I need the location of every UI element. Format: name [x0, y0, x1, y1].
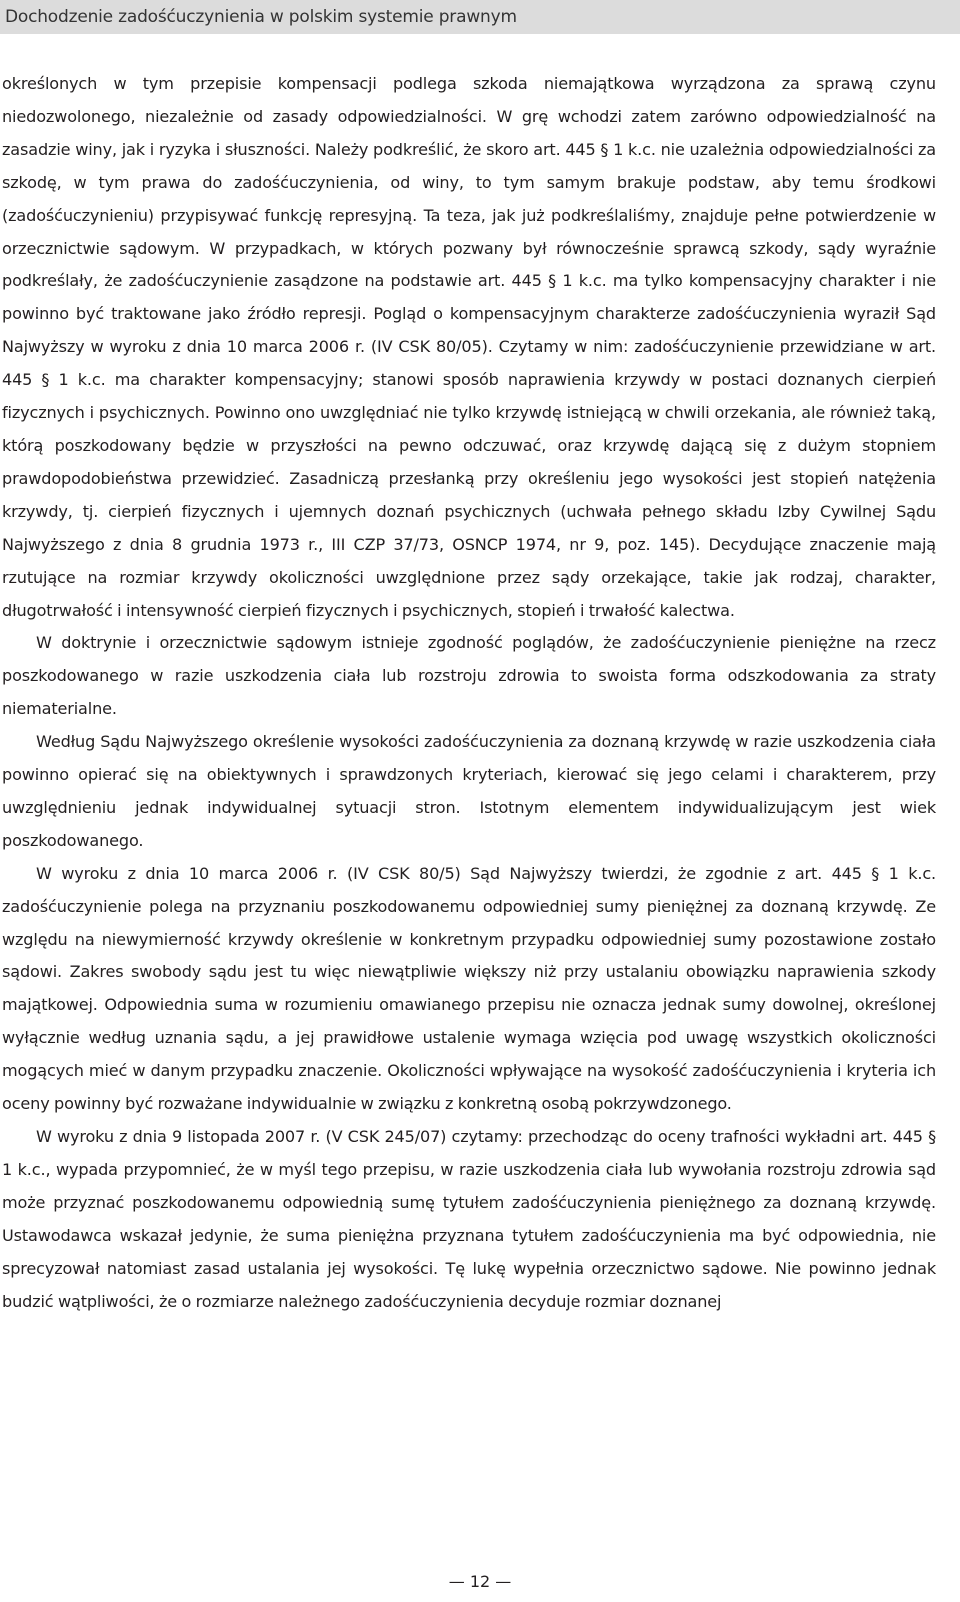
- page-number: — 12 —: [448, 1572, 512, 1591]
- paragraph: Według Sądu Najwyższego określenie wysokości zadośćuczynienia za doznaną krzywdę w razie uszkodzenia ciała powinno opierać się na obiektywnych i sprawdzonych kryteriach, kierować się jego celami i charakterem, przy uwzględnieniu jednak indywidualnej sytuacji stron. Istotnym elementem indywidualizującym jest wiek poszkodowanego.: [2, 732, 936, 850]
- paragraph: W wyroku z dnia 10 marca 2006 r. (IV CSK 80/5) Sąd Najwyższy twierdzi, że zgodnie z art. 445 § 1 k.c. zadośćuczynienie polega na przyznaniu poszkodowanemu odpowiedniej sumy pieniężnej za doznaną krzywdę. Ze względu na niewymierność krzywdy określenie w konkretnym przypadku odpowiedniej sumy pozostawione zostało sądowi. Zakres swobody sądu jest tu więc niewątpliwie większy niż przy ustalaniu obowiązku naprawienia szkody majątkowej. Odpowiednia suma w rozumieniu omawianego przepisu nie oznacza jednak sumy dowolnej, określonej wyłącznie według uznania sądu, a jej prawidłowe ustalenie wymaga wzięcia pod uwagę wszystkich okoliczności mogących mieć w danym przypadku znaczenie. Okoliczności wpływające na wysokość zadośćuczynienia i kryteria ich oceny powinny być rozważane indywidualnie w związku z konkretną osobą pokrzywdzonego.: [2, 863, 936, 1114]
- body-text: [2, 68, 936, 1318]
- paragraph: określonych w tym przepisie kompensacji podlega szkoda niemajątkowa wyrządzona za sprawą czynu niedozwolonego, niezależnie od zasady odpowiedzialności. W grę wchodzi zatem zarówno odpowiedzialność na zasadzie winy, jak i ryzyka i słuszności. Należy podkreślić, że skoro art. 445 § 1 k.c. nie uzależnia odpowiedzialności za szkodę, w tym prawa do zadośćuczynienia, od winy, to tym samym brakuje podstaw, aby temu środkowi (zadośćuczynieniu) przypisywać funkcję represyjną. Ta teza, jak już podkreślaliśmy, znajduje pełne potwierdzenie w orzecznictwie sądowym. W przypadkach, w których pozwany był równocześnie sprawcą szkody, sądy wyraźnie podkreślały, że zadośćuczynienie zasądzone na podstawie art. 445 § 1 k.c. ma tylko kompensacyjny charakter i nie powinno być traktowane jako źródło represji. Pogląd o kompensacyjnym charakterze zadośćuczynienia wyraził Sąd Najwyższy w wyroku z dnia 10 marca 2006 r. (IV CSK 80/05). Czytamy w nim: zadośćuczynienie przewidziane w art. 445 § 1 k.c. ma charakter kompensacyjny; stanowi sposób naprawienia krzywdy w postaci doznanych cierpień fizycznych i psychicznych. Powinno ono uwzględniać nie tylko krzywdę istniejącą w chwili orzekania, ale również taką, którą poszkodowany będzie w przyszłości na pewno odczuwać, oraz krzywdę dającą się z dużym stopniem prawdopodobieństwa przewidzieć. Zasadniczą przesłanką przy określeniu jego wysokości jest stopień natężenia krzywdy, tj. cierpień fizycznych i ujemnych doznań psychicznych (uchwała pełnego składu Izby Cywilnej Sądu Najwyższego z dnia 8 grudnia 1973 r., III CZP 37/73, OSNCP 1974, nr 9, poz. 145). Decydujące znaczenie mają rzutujące na rozmiar krzywdy okoliczności uwzględnione przez sądy orzekające, takie jak rodzaj, charakter, długotrwałość i intensywność cierpień fizycznych i psychicznych, stopień i trwałość kalectwa.: [2, 74, 936, 620]
- header-title: Dochodzenie zadośćuczynienia w polskim systemie prawnym: [5, 7, 517, 27]
- paragraph: W wyroku z dnia 9 listopada 2007 r. (V CSK 245/07) czytamy: przechodząc do oceny trafności wykładni art. 445 § 1 k.c., wypada przypomnieć, że w myśl tego przepisu, w razie uszkodzenia ciała lub wywołania rozstroju zdrowia sąd może przyznać poszkodowanemu odpowiednią sumę tytułem zadośćuczynienia pieniężnego za doznaną krzywdę. Ustawodawca wskazał jedynie, że suma pieniężna przyznana tytułem zadośćuczynienia ma być odpowiednia, nie sprecyzował natomiast zasad ustalania jej wysokości. Tę lukę wypełnia orzecznictwo sądowe. Nie powinno jednak budzić wątpliwości, że o rozmiarze należnego zadośćuczynienia decyduje rozmiar doznanej: [2, 1127, 936, 1311]
- running-header: [0, 0, 960, 34]
- paragraph: W doktrynie i orzecznictwie sądowym istnieje zgodność poglądów, że zadośćuczynienie pieniężne na rzecz poszkodowanego w razie uszkodzenia ciała lub rozstroju zdrowia to swoista forma odszkodowania za straty niematerialne.: [2, 633, 936, 719]
